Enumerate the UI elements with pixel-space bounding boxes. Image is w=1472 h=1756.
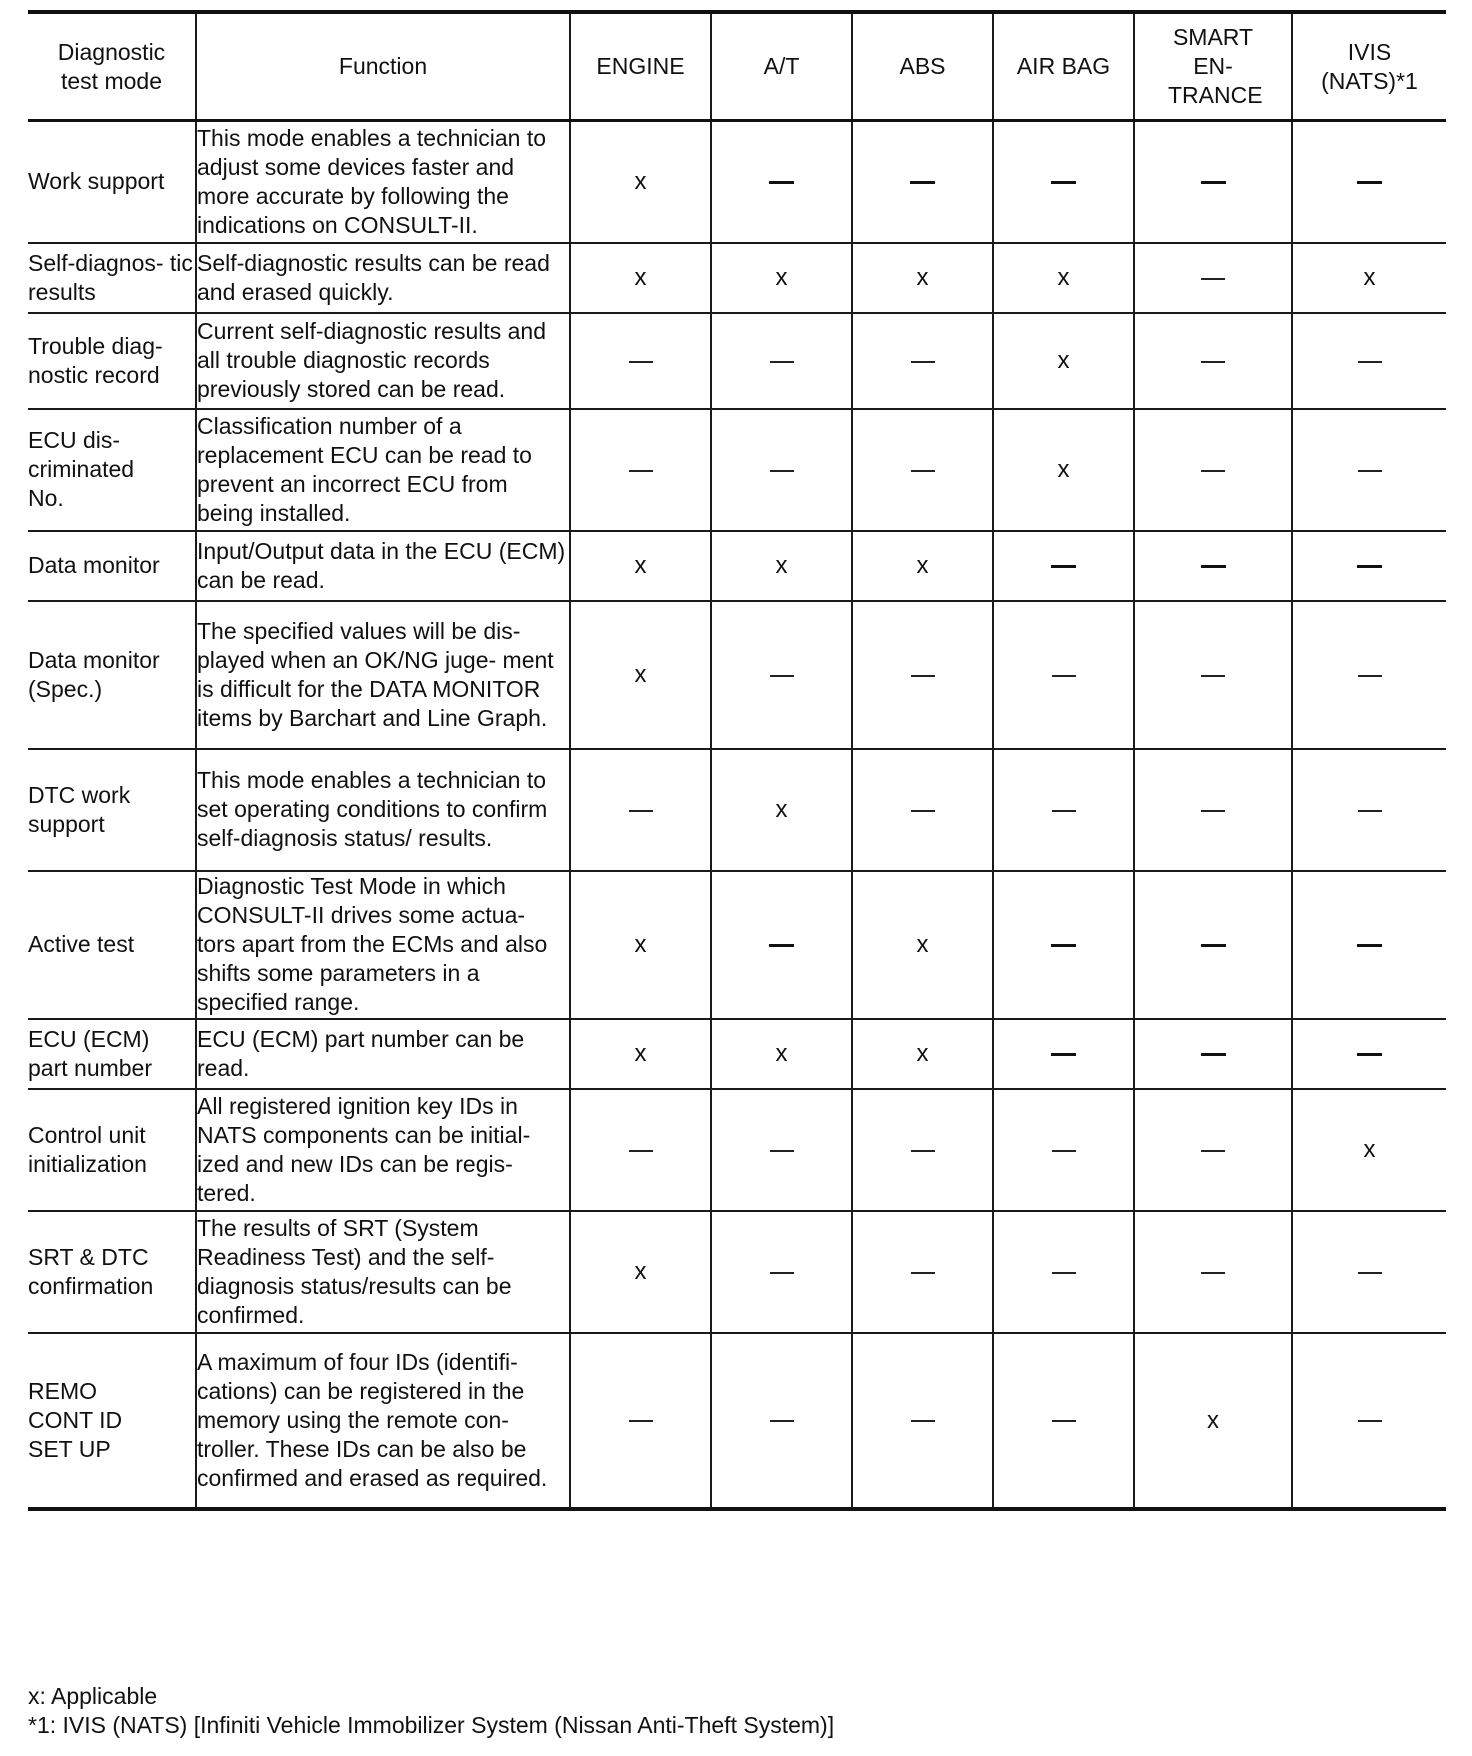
not-applicable-dash bbox=[1201, 1150, 1225, 1152]
cell-ivis-nats bbox=[1292, 121, 1446, 243]
applicable-mark: x bbox=[1057, 456, 1070, 483]
cell-smart-entrance bbox=[1134, 531, 1292, 601]
cell-air-bag bbox=[993, 749, 1134, 871]
not-applicable-dash bbox=[770, 470, 794, 472]
applicable-mark: x bbox=[775, 552, 788, 579]
cell-at bbox=[711, 601, 852, 749]
applicable-mark: x bbox=[1057, 347, 1070, 374]
cell-air-bag bbox=[993, 1089, 1134, 1211]
cell-ivis-nats bbox=[1292, 749, 1446, 871]
not-applicable-dash bbox=[911, 1272, 935, 1274]
footnotes bbox=[28, 1682, 834, 1740]
applicable-mark: x bbox=[916, 931, 929, 958]
not-applicable-dash bbox=[1052, 810, 1076, 812]
cell-engine bbox=[570, 1089, 711, 1211]
applicable-mark: x bbox=[634, 1040, 647, 1067]
cell-diagnostic-mode: Data monitor (Spec.) bbox=[28, 601, 196, 749]
cell-engine bbox=[570, 601, 711, 749]
not-applicable-dash bbox=[1201, 675, 1225, 677]
table-row bbox=[28, 749, 1446, 871]
not-applicable-dash bbox=[629, 1150, 653, 1152]
cell-at bbox=[711, 409, 852, 531]
not-applicable-dash bbox=[629, 470, 653, 472]
not-applicable-dash bbox=[1051, 565, 1076, 568]
cell-air-bag bbox=[993, 531, 1134, 601]
applicable-mark: x bbox=[634, 661, 647, 688]
cell-diagnostic-mode: Work support bbox=[28, 121, 196, 243]
cell-diagnostic-mode: SRT & DTC confirmation bbox=[28, 1211, 196, 1333]
cell-diagnostic-mode: Data monitor bbox=[28, 531, 196, 601]
cell-ivis-nats bbox=[1292, 313, 1446, 409]
table-header-row bbox=[28, 12, 1446, 121]
cell-air-bag bbox=[993, 121, 1134, 243]
cell-engine bbox=[570, 1211, 711, 1333]
cell-function: A maximum of four IDs (identifi- cations) can be registered in the memory using the remote con- troller. These IDs can be also be confirmed and erased as required. bbox=[196, 1333, 570, 1509]
cell-ivis-nats bbox=[1292, 871, 1446, 1019]
cell-smart-entrance bbox=[1134, 243, 1292, 313]
not-applicable-dash bbox=[1357, 565, 1382, 568]
cell-function: All registered ignition key IDs in NATS components can be initial- ized and new IDs can be regis- tered. bbox=[196, 1089, 570, 1211]
table-row bbox=[28, 1211, 1446, 1333]
header-diagnostic-test-mode: Diagnostic test mode bbox=[28, 12, 196, 121]
not-applicable-dash bbox=[1358, 810, 1382, 812]
not-applicable-dash bbox=[1358, 470, 1382, 472]
diagnostic-mode-table-container bbox=[28, 10, 1446, 1511]
applicable-mark: x bbox=[634, 931, 647, 958]
applicable-mark: x bbox=[634, 552, 647, 579]
applicable-mark: x bbox=[775, 796, 788, 823]
cell-diagnostic-mode: Control unit initialization bbox=[28, 1089, 196, 1211]
cell-at bbox=[711, 313, 852, 409]
not-applicable-dash bbox=[770, 1420, 794, 1422]
cell-ivis-nats bbox=[1292, 531, 1446, 601]
not-applicable-dash bbox=[1052, 1272, 1076, 1274]
cell-engine bbox=[570, 871, 711, 1019]
applicable-mark: x bbox=[775, 1040, 788, 1067]
not-applicable-dash bbox=[910, 181, 935, 184]
cell-abs bbox=[852, 121, 993, 243]
table-row bbox=[28, 243, 1446, 313]
applicable-mark: x bbox=[1207, 1406, 1219, 1434]
applicable-mark: x bbox=[775, 264, 788, 291]
not-applicable-dash bbox=[769, 944, 794, 947]
cell-diagnostic-mode: Trouble diag- nostic record bbox=[28, 313, 196, 409]
not-applicable-dash bbox=[911, 470, 935, 472]
cell-ivis-nats bbox=[1292, 1211, 1446, 1333]
not-applicable-dash bbox=[1201, 565, 1226, 568]
applicable-mark: x bbox=[634, 168, 647, 196]
cell-ivis-nats bbox=[1292, 1089, 1446, 1211]
header-abs: ABS bbox=[852, 12, 993, 121]
applicable-mark: x bbox=[634, 264, 647, 291]
cell-engine bbox=[570, 749, 711, 871]
table-row bbox=[28, 409, 1446, 531]
applicable-mark: x bbox=[1363, 264, 1376, 291]
cell-abs bbox=[852, 1211, 993, 1333]
not-applicable-dash bbox=[1201, 181, 1226, 184]
not-applicable-dash bbox=[770, 361, 794, 363]
header-function: Function bbox=[196, 12, 570, 121]
cell-function: The results of SRT (System Readiness Test) and the self- diagnosis status/results can be confirmed. bbox=[196, 1211, 570, 1333]
not-applicable-dash bbox=[1201, 1272, 1225, 1274]
cell-function: Diagnostic Test Mode in which CONSULT-II drives some actua- tors apart from the ECMs and also shifts some parameters in a specified range. bbox=[196, 871, 570, 1019]
table-row bbox=[28, 601, 1446, 749]
cell-air-bag bbox=[993, 1019, 1134, 1089]
cell-ivis-nats bbox=[1292, 409, 1446, 531]
not-applicable-dash bbox=[1051, 944, 1076, 947]
cell-air-bag bbox=[993, 871, 1134, 1019]
cell-diagnostic-mode: REMO CONT ID SET UP bbox=[28, 1333, 196, 1509]
table-row bbox=[28, 871, 1446, 1019]
table-row bbox=[28, 313, 1446, 409]
not-applicable-dash bbox=[1051, 181, 1076, 184]
cell-abs bbox=[852, 313, 993, 409]
table-row bbox=[28, 531, 1446, 601]
header-smart-entrance: SMART EN- TRANCE bbox=[1134, 12, 1292, 121]
cell-engine bbox=[570, 121, 711, 243]
cell-diagnostic-mode: Active test bbox=[28, 871, 196, 1019]
cell-diagnostic-mode: DTC work support bbox=[28, 749, 196, 871]
table-row bbox=[28, 1019, 1446, 1089]
cell-engine bbox=[570, 243, 711, 313]
cell-engine bbox=[570, 1019, 711, 1089]
header-ivis-nats: IVIS (NATS)*1 bbox=[1292, 12, 1446, 121]
cell-diagnostic-mode: ECU dis- criminated No. bbox=[28, 409, 196, 531]
cell-function: This mode enables a technician to set operating conditions to confirm self-diagnosis status/ results. bbox=[196, 749, 570, 871]
not-applicable-dash bbox=[1358, 1272, 1382, 1274]
not-applicable-dash bbox=[1201, 944, 1226, 947]
cell-at bbox=[711, 1333, 852, 1509]
cell-diagnostic-mode: ECU (ECM) part number bbox=[28, 1019, 196, 1089]
footnote-applicable: x: Applicable bbox=[28, 1683, 158, 1709]
cell-abs bbox=[852, 1019, 993, 1089]
table-row bbox=[28, 121, 1446, 243]
cell-smart-entrance bbox=[1134, 749, 1292, 871]
not-applicable-dash bbox=[770, 1150, 794, 1152]
cell-ivis-nats bbox=[1292, 243, 1446, 313]
cell-function: Input/Output data in the ECU (ECM) can be read. bbox=[196, 531, 570, 601]
header-at: A/T bbox=[711, 12, 852, 121]
not-applicable-dash bbox=[1358, 675, 1382, 677]
table-row bbox=[28, 1333, 1446, 1509]
cell-air-bag bbox=[993, 1211, 1134, 1333]
not-applicable-dash bbox=[1201, 278, 1225, 280]
header-air-bag: AIR BAG bbox=[993, 12, 1134, 121]
cell-function: Current self-diagnostic results and all trouble diagnostic records previously stored can be read. bbox=[196, 313, 570, 409]
cell-function: Classification number of a replacement ECU can be read to prevent an incorrect ECU from being installed. bbox=[196, 409, 570, 531]
applicable-mark: x bbox=[916, 264, 929, 291]
cell-abs bbox=[852, 409, 993, 531]
cell-function: ECU (ECM) part number can be read. bbox=[196, 1019, 570, 1089]
cell-at bbox=[711, 531, 852, 601]
table-row bbox=[28, 1089, 1446, 1211]
not-applicable-dash bbox=[911, 675, 935, 677]
cell-smart-entrance bbox=[1134, 121, 1292, 243]
applicable-mark: x bbox=[1057, 264, 1070, 291]
cell-at bbox=[711, 749, 852, 871]
not-applicable-dash bbox=[1358, 1420, 1382, 1422]
cell-ivis-nats bbox=[1292, 1019, 1446, 1089]
cell-diagnostic-mode: Self-diagnos- tic results bbox=[28, 243, 196, 313]
cell-smart-entrance bbox=[1134, 871, 1292, 1019]
not-applicable-dash bbox=[769, 181, 794, 184]
cell-smart-entrance bbox=[1134, 1211, 1292, 1333]
applicable-mark: x bbox=[916, 552, 929, 579]
not-applicable-dash bbox=[1051, 1053, 1076, 1056]
cell-ivis-nats bbox=[1292, 601, 1446, 749]
cell-smart-entrance bbox=[1134, 1019, 1292, 1089]
not-applicable-dash bbox=[1201, 1053, 1226, 1056]
cell-engine bbox=[570, 1333, 711, 1509]
cell-at bbox=[711, 1089, 852, 1211]
cell-smart-entrance bbox=[1134, 1089, 1292, 1211]
applicable-mark: x bbox=[916, 1040, 929, 1067]
cell-abs bbox=[852, 1089, 993, 1211]
not-applicable-dash bbox=[1201, 361, 1225, 363]
not-applicable-dash bbox=[1052, 1150, 1076, 1152]
cell-engine bbox=[570, 313, 711, 409]
cell-at bbox=[711, 871, 852, 1019]
not-applicable-dash bbox=[911, 1150, 935, 1152]
not-applicable-dash bbox=[911, 810, 935, 812]
cell-ivis-nats bbox=[1292, 1333, 1446, 1509]
cell-at bbox=[711, 1211, 852, 1333]
diagnostic-mode-table bbox=[28, 10, 1446, 1511]
not-applicable-dash bbox=[911, 361, 935, 363]
cell-function: This mode enables a technician to adjust some devices faster and more accurate by following the indications on CONSULT-II. bbox=[196, 121, 570, 243]
cell-smart-entrance bbox=[1134, 601, 1292, 749]
cell-air-bag bbox=[993, 313, 1134, 409]
table-body bbox=[28, 121, 1446, 1509]
not-applicable-dash bbox=[770, 675, 794, 677]
cell-abs bbox=[852, 601, 993, 749]
cell-air-bag bbox=[993, 409, 1134, 531]
cell-abs bbox=[852, 749, 993, 871]
not-applicable-dash bbox=[1358, 361, 1382, 363]
cell-at bbox=[711, 1019, 852, 1089]
cell-smart-entrance bbox=[1134, 1333, 1292, 1509]
cell-function: Self-diagnostic results can be read and erased quickly. bbox=[196, 243, 570, 313]
applicable-mark: x bbox=[634, 1258, 647, 1285]
cell-air-bag bbox=[993, 243, 1134, 313]
not-applicable-dash bbox=[1052, 1420, 1076, 1422]
cell-abs bbox=[852, 243, 993, 313]
not-applicable-dash bbox=[770, 1272, 794, 1274]
not-applicable-dash bbox=[1357, 944, 1382, 947]
cell-engine bbox=[570, 409, 711, 531]
cell-smart-entrance bbox=[1134, 409, 1292, 531]
cell-abs bbox=[852, 531, 993, 601]
cell-air-bag bbox=[993, 601, 1134, 749]
header-engine: ENGINE bbox=[570, 12, 711, 121]
not-applicable-dash bbox=[629, 361, 653, 363]
cell-at bbox=[711, 243, 852, 313]
cell-abs bbox=[852, 871, 993, 1019]
cell-function: The specified values will be dis- played when an OK/NG juge- ment is difficult for the DATA MONITOR items by Barchart and Line Graph. bbox=[196, 601, 570, 749]
not-applicable-dash bbox=[629, 810, 653, 812]
cell-engine bbox=[570, 531, 711, 601]
not-applicable-dash bbox=[1201, 810, 1225, 812]
cell-air-bag bbox=[993, 1333, 1134, 1509]
not-applicable-dash bbox=[629, 1420, 653, 1422]
not-applicable-dash bbox=[1357, 1053, 1382, 1056]
not-applicable-dash bbox=[1201, 470, 1225, 472]
applicable-mark: x bbox=[1363, 1136, 1376, 1163]
cell-abs bbox=[852, 1333, 993, 1509]
footnote-ivis: *1: IVIS (NATS) [Infiniti Vehicle Immobilizer System (Nissan Anti-Theft System)] bbox=[28, 1712, 835, 1738]
not-applicable-dash bbox=[1052, 675, 1076, 677]
cell-at bbox=[711, 121, 852, 243]
cell-smart-entrance bbox=[1134, 313, 1292, 409]
not-applicable-dash bbox=[1357, 181, 1382, 184]
not-applicable-dash bbox=[911, 1420, 935, 1422]
